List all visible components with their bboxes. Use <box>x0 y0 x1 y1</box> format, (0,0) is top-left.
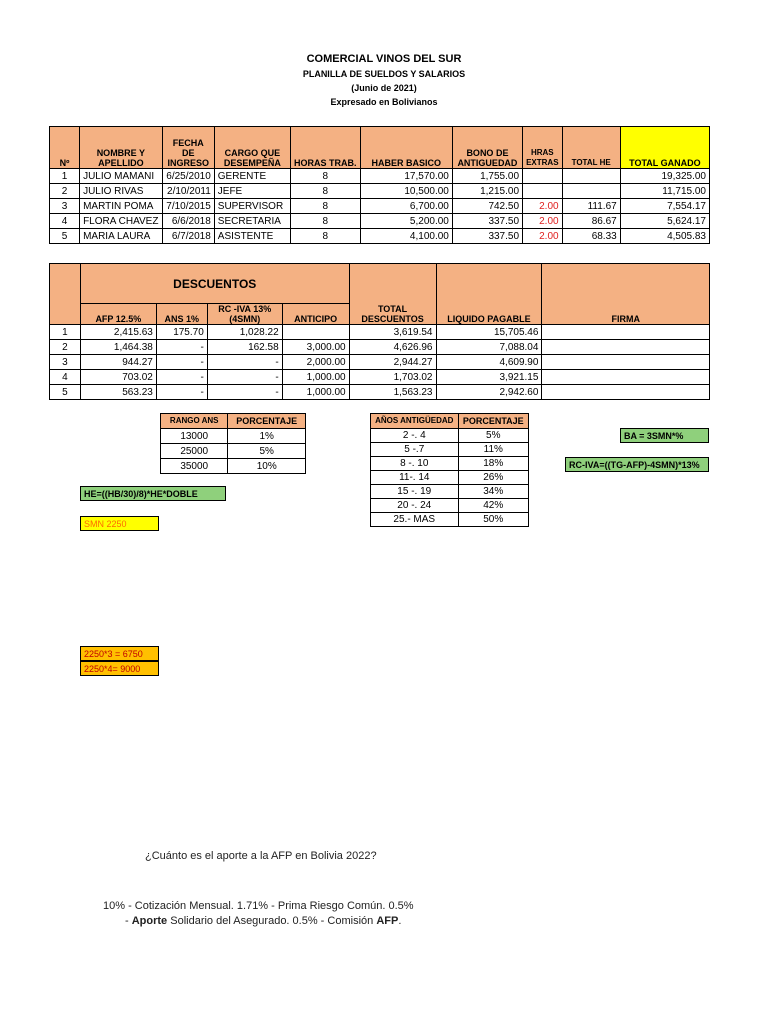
cell-date: 6/7/2018 <box>162 229 214 244</box>
cell-afp: 1,464.38 <box>80 340 156 355</box>
table-row <box>50 385 710 400</box>
cell-hours: 8 <box>290 169 360 184</box>
cell-total-earned: 4,505.83 <box>620 229 709 244</box>
cell-afp: 563.23 <box>80 385 156 400</box>
cell-percent: 42% <box>458 499 528 513</box>
cell-total-deductions: 4,626.96 <box>349 340 436 355</box>
cell-net-payable: 2,942.60 <box>436 385 542 400</box>
table-row <box>161 444 306 459</box>
table-row <box>371 513 529 527</box>
col-header-years: AÑOS ANTIGÜEDAD <box>371 414 459 429</box>
cell-name: JULIO MAMANI <box>80 169 163 184</box>
cell-total-he: 68.33 <box>562 229 620 244</box>
col-header-ans-percent: PORCENTAJE <box>228 414 306 429</box>
cell-percent: 26% <box>458 471 528 485</box>
table-row <box>50 214 710 229</box>
cell-rc-iva: - <box>207 385 282 400</box>
cell-hours: 8 <box>290 214 360 229</box>
cell-position: SUPERVISOR <box>214 199 290 214</box>
answer-bold-aporte: Aporte <box>131 915 168 927</box>
cell-advance: 2,000.00 <box>282 355 349 370</box>
cell-date: 2/10/2011 <box>162 184 214 199</box>
cell-no: 5 <box>50 385 81 400</box>
cell-advance: 3,000.00 <box>282 340 349 355</box>
cell-ans: 175.70 <box>156 325 207 340</box>
cell-years: 5 -.7 <box>371 443 459 457</box>
table-row <box>371 457 529 471</box>
col-header-ans-range: RANGO ANS <box>161 414 228 429</box>
cell-ans: - <box>156 370 207 385</box>
cell-date: 7/10/2015 <box>162 199 214 214</box>
table-row <box>50 229 710 244</box>
seniority-table <box>370 413 529 527</box>
cell-percent: 18% <box>458 457 528 471</box>
cell-range: 13000 <box>161 429 228 444</box>
seniority-header-row <box>371 414 529 429</box>
cell-position: JEFE <box>214 184 290 199</box>
cell-net-payable: 3,921.15 <box>436 370 542 385</box>
cell-extra-hours <box>523 169 563 184</box>
cell-signature <box>542 355 710 370</box>
cell-base-salary: 17,570.00 <box>360 169 452 184</box>
cell-base-salary: 4,100.00 <box>360 229 452 244</box>
table-row <box>50 169 710 184</box>
answer-middle: Solidario del Asegurado. 0.5% - Comisión <box>167 915 377 927</box>
col-header-base-salary: HABER BASICO <box>360 127 452 169</box>
ans-header-row <box>161 414 306 429</box>
table-row <box>371 471 529 485</box>
cell-name: FLORA CHAVEZ <box>80 214 163 229</box>
cell-extra-hours <box>523 184 563 199</box>
cell-total-deductions: 1,703.02 <box>349 370 436 385</box>
cell-signature <box>542 370 710 385</box>
afp-question: ¿Cuánto es el aporte a la AFP en Bolivia 2022? <box>145 850 377 862</box>
cell-position: GERENTE <box>214 169 290 184</box>
col-header-no: Nº <box>50 127 80 169</box>
cell-years: 20 -. 24 <box>371 499 459 513</box>
cell-no: 3 <box>50 355 81 370</box>
ans-range-table <box>160 413 306 474</box>
table-row <box>371 429 529 443</box>
cell-total-deductions: 1,563.23 <box>349 385 436 400</box>
cell-date: 6/6/2018 <box>162 214 214 229</box>
col-header-date: FECHA DE INGRESO <box>162 127 214 169</box>
payroll-table <box>49 126 710 244</box>
table-row <box>371 499 529 513</box>
company-name: COMERCIAL VINOS DEL SUR <box>306 53 462 65</box>
cell-percent: 5% <box>228 444 306 459</box>
table-row <box>161 459 306 474</box>
cell-no: 5 <box>50 229 80 244</box>
cell-net-payable: 4,609.90 <box>436 355 542 370</box>
cell-ans: - <box>156 355 207 370</box>
cell-no: 3 <box>50 199 80 214</box>
table-row <box>371 443 529 457</box>
cell-years: 15 -. 19 <box>371 485 459 499</box>
col-header-total-he: TOTAL HE <box>562 127 620 169</box>
col-header-ans: ANS 1% <box>156 304 207 325</box>
table-row <box>50 355 710 370</box>
afp-answer-line1: 10% - Cotización Mensual. 1.71% - Prima Riesgo Común. 0.5% <box>103 900 414 912</box>
cell-range: 25000 <box>161 444 228 459</box>
cell-years: 8 -. 10 <box>371 457 459 471</box>
cell-total-earned: 19,325.00 <box>620 169 709 184</box>
cell-base-salary: 5,200.00 <box>360 214 452 229</box>
cell-name: JULIO RIVAS <box>80 184 163 199</box>
sheet-title: PLANILLA DE SUELDOS Y SALARIOS <box>302 69 466 79</box>
cell-afp: 944.27 <box>80 355 156 370</box>
cell-no: 2 <box>50 340 81 355</box>
cell-years: 2 -. 4 <box>371 429 459 443</box>
cell-base-salary: 10,500.00 <box>360 184 452 199</box>
col-header-hours: HORAS TRAB. <box>290 127 360 169</box>
formula-he: HE=((HB/30)/8)*HE*DOBLE <box>80 486 226 501</box>
cell-name: MARIA LAURA <box>80 229 163 244</box>
answer-dash: - <box>125 915 132 927</box>
formula-ba: BA = 3SMN*% <box>620 428 709 443</box>
payroll-header-row <box>50 127 710 169</box>
cell-total-earned: 11,715.00 <box>620 184 709 199</box>
col-header-no-blank <box>50 264 81 325</box>
cell-total-he: 86.67 <box>562 214 620 229</box>
col-header-name: NOMBRE Y APELLIDO <box>80 127 163 169</box>
col-header-total-earned: TOTAL GANADO <box>620 127 709 169</box>
cell-advance: 1,000.00 <box>282 370 349 385</box>
table-row <box>50 340 710 355</box>
cell-signature <box>542 340 710 355</box>
cell-rc-iva: 162.58 <box>207 340 282 355</box>
smn-value: SMN 2250 <box>80 516 159 531</box>
cell-hours: 8 <box>290 199 360 214</box>
cell-extra-hours: 2.00 <box>523 229 563 244</box>
answer-end: . <box>398 915 402 927</box>
cell-hours: 8 <box>290 184 360 199</box>
table-row <box>50 370 710 385</box>
afp-answer-line2 <box>125 915 401 927</box>
cell-afp: 703.02 <box>80 370 156 385</box>
cell-percent: 50% <box>458 513 528 527</box>
sheet-period: (Junio de 2021) <box>351 83 417 93</box>
cell-afp: 2,415.63 <box>80 325 156 340</box>
cell-seniority-bonus: 337.50 <box>452 214 522 229</box>
cell-percent: 5% <box>458 429 528 443</box>
calc-3-smn: 2250*3 = 6750 <box>80 646 159 661</box>
answer-bold-afp: AFP <box>376 915 399 927</box>
col-header-total-deductions: TOTAL DESCUENTOS <box>349 264 436 325</box>
calc-4-smn: 2250*4= 9000 <box>80 661 159 676</box>
cell-position: ASISTENTE <box>214 229 290 244</box>
deductions-group-row <box>50 264 710 304</box>
col-header-signature: FIRMA <box>542 264 710 325</box>
col-header-extra-hours: HRAS EXTRAS <box>523 127 563 169</box>
cell-ans: - <box>156 385 207 400</box>
cell-percent: 11% <box>458 443 528 457</box>
cell-percent: 1% <box>228 429 306 444</box>
col-header-net-payable: LIQUIDO PAGABLE <box>436 264 542 325</box>
cell-no: 1 <box>50 325 81 340</box>
cell-rc-iva: - <box>207 355 282 370</box>
cell-seniority-bonus: 1,755.00 <box>452 169 522 184</box>
cell-total-earned: 7,554.17 <box>620 199 709 214</box>
deductions-table <box>49 263 710 400</box>
cell-total-he: 111.67 <box>562 199 620 214</box>
col-header-advance: ANTICIPO <box>282 304 349 325</box>
cell-base-salary: 6,700.00 <box>360 199 452 214</box>
cell-total-deductions: 2,944.27 <box>349 355 436 370</box>
col-header-afp: AFP 12.5% <box>80 304 156 325</box>
cell-range: 35000 <box>161 459 228 474</box>
cell-seniority-bonus: 1,215.00 <box>452 184 522 199</box>
cell-extra-hours: 2.00 <box>523 214 563 229</box>
cell-percent: 34% <box>458 485 528 499</box>
col-header-seniority-percent: PORCENTAJE <box>458 414 528 429</box>
cell-years: 25.- MAS <box>371 513 459 527</box>
cell-no: 4 <box>50 370 81 385</box>
col-header-position: CARGO QUE DESEMPEÑA <box>214 127 290 169</box>
table-row <box>50 325 710 340</box>
cell-rc-iva: - <box>207 370 282 385</box>
cell-signature <box>542 325 710 340</box>
col-header-seniority-bonus: BONO DE ANTIGUEDAD <box>452 127 522 169</box>
formula-rc-iva: RC-IVA=((TG-AFP)-4SMN)*13% <box>565 457 709 472</box>
cell-position: SECRETARIA <box>214 214 290 229</box>
cell-years: 11-. 14 <box>371 471 459 485</box>
table-row <box>371 485 529 499</box>
cell-date: 6/25/2010 <box>162 169 214 184</box>
deductions-group-title: DESCUENTOS <box>80 264 349 304</box>
cell-ans: - <box>156 340 207 355</box>
cell-total-he <box>562 184 620 199</box>
cell-total-he <box>562 169 620 184</box>
cell-total-deductions: 3,619.54 <box>349 325 436 340</box>
table-row <box>161 429 306 444</box>
cell-seniority-bonus: 742.50 <box>452 199 522 214</box>
cell-no: 4 <box>50 214 80 229</box>
table-row <box>50 184 710 199</box>
cell-hours: 8 <box>290 229 360 244</box>
col-header-rc-iva: RC -IVA 13% (4SMN) <box>207 304 282 325</box>
cell-net-payable: 15,705.46 <box>436 325 542 340</box>
cell-advance <box>282 325 349 340</box>
cell-advance: 1,000.00 <box>282 385 349 400</box>
cell-percent: 10% <box>228 459 306 474</box>
cell-extra-hours: 2.00 <box>523 199 563 214</box>
cell-no: 1 <box>50 169 80 184</box>
cell-net-payable: 7,088.04 <box>436 340 542 355</box>
cell-no: 2 <box>50 184 80 199</box>
cell-seniority-bonus: 337.50 <box>452 229 522 244</box>
cell-total-earned: 5,624.17 <box>620 214 709 229</box>
cell-rc-iva: 1,028.22 <box>207 325 282 340</box>
cell-name: MARTIN POMA <box>80 199 163 214</box>
table-row <box>50 199 710 214</box>
cell-signature <box>542 385 710 400</box>
currency-note: Expresado en Bolivianos <box>330 97 438 107</box>
